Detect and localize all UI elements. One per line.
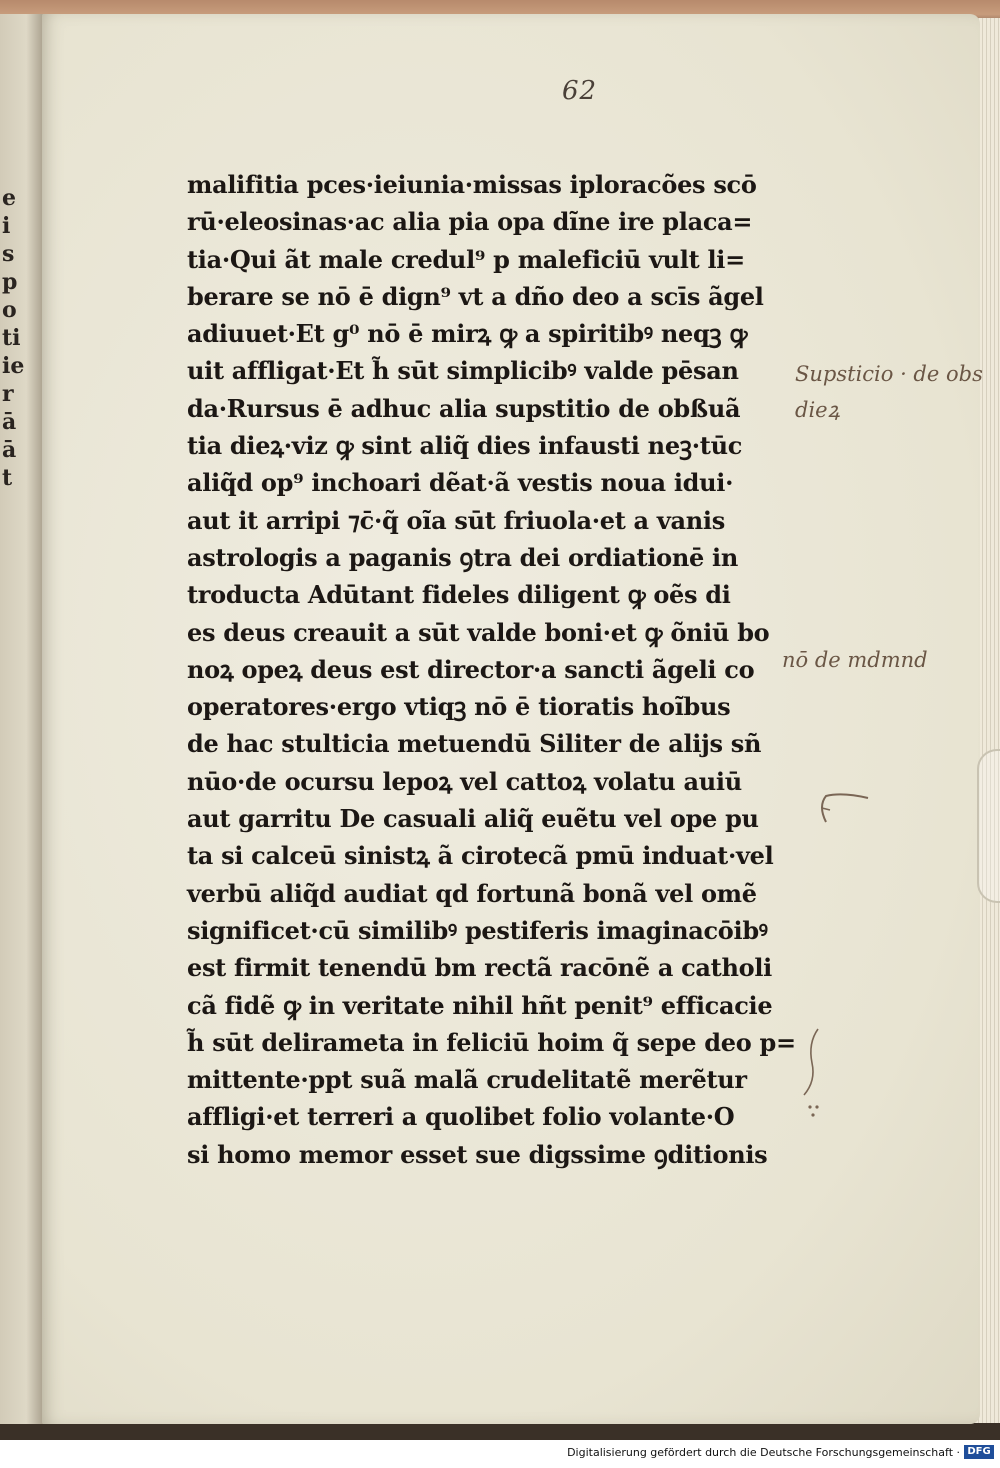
left-page-edge <box>0 14 44 1424</box>
text-line: verbū aliq̃d audiat qd fortunã bonã vel omẽ <box>187 878 757 908</box>
text-line: operatores·ergo vtiqꝫ nō ē tioratis hoĩbus <box>187 692 731 722</box>
text-line: mittente·ppt suã malã crudelitatẽ merẽtur <box>187 1065 747 1095</box>
page-tab-marker <box>977 749 1000 903</box>
text-line: si homo memor esset sue digssime ꝯditionis <box>187 1139 768 1169</box>
footer-bar <box>0 1440 1000 1468</box>
printed-text-block <box>187 166 827 1173</box>
right-page <box>42 14 980 1424</box>
text-line: uit affligat·Et h̃ sūt simplicibꝰ valde pēsan <box>187 356 739 386</box>
margin-bracket-mark <box>790 1025 830 1120</box>
margin-note: dieꝝ <box>795 398 840 422</box>
text-line: est firmit tenendū bm rectã racōnẽ a catholi <box>187 953 772 983</box>
text-line: tia·Qui ãt male credul⁹ p maleficiū vult li= <box>187 244 745 274</box>
text-line: cã fidẽ ꝙ in veritate nihil hñt penit⁹ efficacie <box>187 990 773 1020</box>
text-line: rū·eleosinas·ac alia pia opa dĩne ire placa= <box>187 207 753 237</box>
margin-mark <box>812 788 872 828</box>
text-line: ta si calceū sinistꝝ ã cirotecã pmū induat·vel <box>187 841 774 871</box>
text-line: aut garritu De casuali aliq̃ euẽtu vel ope pu <box>187 804 759 834</box>
text-line: berare se nō ē dign⁹ vt a dño deo a scīs ãgel <box>187 281 764 311</box>
text-line: troducta Adūtant fideles diligent ꝙ oẽs di <box>187 580 731 610</box>
text-line: affligi·et terreri a quolibet folio volante·O <box>187 1102 735 1132</box>
text-line: adiuuet·Et g⁰ nō ē mirꝝ ꝙ a spiritibꝰ neqꝫ ꝙ <box>187 319 748 349</box>
text-line: da·Rursus ē adhuc alia supstitio de obßuã <box>187 393 741 423</box>
text-line: nūo·de ocursu lepoꝝ vel cattoꝝ volatu auiū <box>187 766 742 796</box>
text-line: h̃ sūt delirameta in feliciū hoim q̃ sepe deo p= <box>187 1027 796 1057</box>
text-line: noꝝ opeꝝ deus est director·a sancti ãgeli co <box>187 654 755 684</box>
margin-note: Supsticio · de obs <box>795 362 983 386</box>
text-line: aut it arripi ⁊c̄·q̃ oĩa sūt friuola·et a vanis <box>187 505 725 535</box>
text-line: tia dieꝝ·viz ꝙ sint aliq̃ dies infausti neꝫ·tūc <box>187 431 743 461</box>
page-number: 62 <box>562 76 598 106</box>
text-line: de hac stulticia metuendū Siliter de alijs sñ <box>187 729 762 759</box>
text-line: es deus creauit a sūt valde boni·et ꝙ õniū bo <box>187 617 770 647</box>
dfg-logo: DFG <box>964 1445 994 1459</box>
text-line: astrologis a paganis ꝯtra dei ordiationē in <box>187 542 738 572</box>
margin-note: nō de mdmnd <box>782 648 928 672</box>
text-line: aliq̃d op⁹ inchoari dẽat·ã vestis noua idui· <box>187 468 734 498</box>
text-line: significet·cū similibꝰ pestiferis imaginacōibꝰ <box>187 915 768 945</box>
footer-credit: Digitalisierung gefördert durch die Deutsche Forschungsgemeinschaft · <box>567 1446 960 1459</box>
left-page-fragments: e i s p o ti ie r ā ā t <box>2 185 25 491</box>
text-line: malifitia pces·ieiunia·missas iploracões scō <box>187 170 757 199</box>
